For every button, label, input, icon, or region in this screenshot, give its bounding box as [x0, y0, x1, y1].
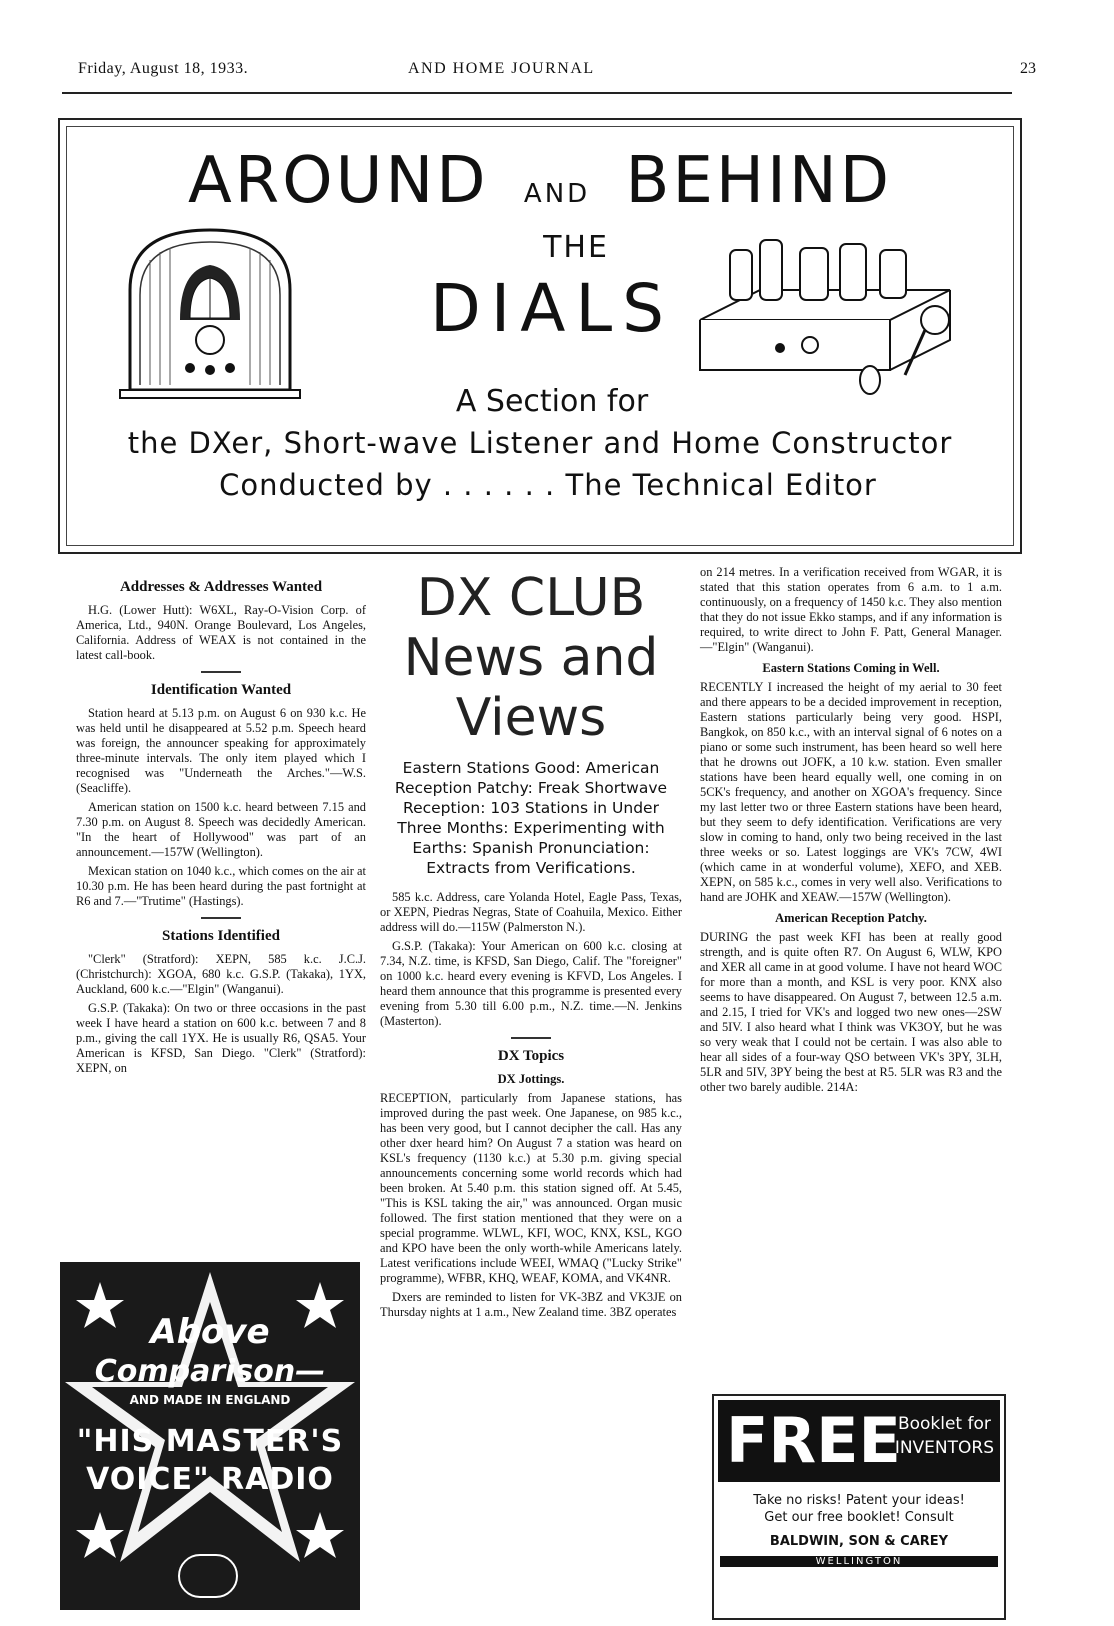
heading-dx-topics: DX Topics: [497, 1048, 565, 1064]
paragraph-addresses: H.G. (Lower Hutt): W6XL, Ray-O-Vision Corp. of America, Ltd., 940N. Orange Boulevard, Los Angeles, California. Address of WEAX is not contained in the latest call-book.: [76, 603, 366, 662]
section-divider: [511, 1037, 551, 1039]
radio-chassis-illustration: [690, 230, 970, 400]
hmv-line-comparison: Comparison—: [94, 1354, 326, 1389]
hmv-advertisement: [60, 1262, 360, 1610]
radio-cabinet-illustration: [110, 220, 310, 400]
banner-title: [60, 144, 1020, 218]
paragraph-identification-1: Station heard at 5.13 p.m. on August 6 on 930 k.c. He was held until he disappeared at 5.52 p.m. Speech heard was foreign, the announcer speaking for approximately three-minute intervals. The only item played which I recognised was "Underneath the Arches."—W.S. (Seacliffe).: [76, 706, 366, 795]
free-ad-header: [718, 1400, 1000, 1482]
banner-conducted-by: Conducted by . . . . . . The Technical Editor: [219, 468, 877, 502]
hmv-line-made-in-england: AND MADE IN ENGLAND: [129, 1393, 291, 1407]
paragraph-eastern-stations: RECENTLY I increased the height of my aerial to 30 feet and there appears to be a decided improvement in reception, Eastern stations particularly being very good. HSPI, Bangkok, on 850 k.c., with an interval signal of 6 notes on a piano or some such instrument, has been heard so well here that he drowns out JOFK, a 10 k.w. station. Even smaller stations have been heard equally well, one coming in on 5CK's frequency, and another on XGOA's frequency. Since my last letter two or three Eastern stations have been heard, but they seem to defy identification. Verifications are very slow in coming to hand, only two being received in the last three weeks or so. Latest loggings are VK's 7CW, 4WI (which came in at wonderful volume), XEFO, and XEB. XEPN, on 585 k.c., comes in very well also. Verifications to hand are JOHK and XEAW.—157W (Wellington).: [700, 680, 1002, 904]
heading-stations-identified: Stations Identified: [162, 928, 280, 944]
heading-identification-wanted: Identification Wanted: [150, 682, 292, 698]
free-ad-line-2: Get our free booklet! Consult: [764, 1510, 954, 1525]
publication-name: AND HOME JOURNAL: [408, 60, 595, 77]
paragraph-dxers-reminded: Dxers are reminded to listen for VK-3BZ and VK3JE on Thursday nights at 1 a.m., New Zealand time. 3BZ operates: [380, 1290, 682, 1319]
section-banner: [58, 118, 1022, 554]
heading-american-reception: American Reception Patchy.: [775, 911, 927, 925]
header-rule: [62, 92, 1012, 94]
banner-dials: DIALS: [429, 270, 675, 347]
dx-club-title: [380, 568, 682, 748]
banner-the: THE: [543, 230, 609, 265]
paragraph-xepn-address: 585 k.c. Address, care Yolanda Hotel, Eagle Pass, Texas, or XEPN, Piedras Negras, State of Coahuila, Mexico. Either address will do.—115W (Palmerston N.).: [380, 890, 682, 934]
paragraph-identification-2: American station on 1500 k.c. heard between 7.15 and 7.30 p.m. on August 8. Speech was decidedly American. "In the heart of Hollywood" was part of an announcement.—157W (Wellington).: [76, 800, 366, 859]
page-number: 23: [1020, 60, 1036, 77]
paragraph-gsp-takaka: G.S.P. (Takaka): Your American on 600 k.c. closing at 7.34, N.Z. time, is KFSD, San Diego, Calif. The "foreigner" on 1000 k.c. heard every evening is KFVD, Los Angeles. I heard them announce that this programme is presented every evening from 5.30 till 6.00 p.m., N.Z. time.—N. Jenkins (Masterton).: [380, 939, 682, 1028]
dx-title-line-3: Views: [455, 688, 607, 748]
banner-word-and: AND: [523, 179, 591, 209]
hmv-dog-logo-icon: [178, 1554, 238, 1598]
banner-subtitle: the DXer, Short-wave Listener and Home Constructor: [127, 426, 953, 460]
column-right: [700, 565, 1002, 1099]
free-ad-line-1: Take no risks! Patent your ideas!: [753, 1493, 965, 1508]
paragraph-wgar-continued: on 214 metres. In a verification received from WGAR, it is stated that this station operates from 6 a.m. to 1 a.m. continuously, on a frequency of 1450 k.c. They also mention that they do not issue Ekko stamps, and if any information is required, to write direct to John F. Patt, General Manager.—"Elgin" (Wanganui).: [700, 565, 1002, 654]
column-middle: [380, 568, 682, 1324]
section-divider: [201, 917, 241, 919]
free-ad-body: [714, 1492, 1004, 1526]
free-ad-firm-name: BALDWIN, SON & CAREY: [769, 1534, 949, 1549]
heading-addresses: Addresses & Addresses Wanted: [119, 579, 323, 595]
paragraph-identified-1: "Clerk" (Stratford): XEPN, 585 k.c. J.C.J. (Christchurch): XGOA, 680 k.c. G.S.P. (Takaka), 1YX, Auckland, 600 k.c.—"Elgin" (Wanganui).: [76, 952, 366, 996]
banner-section-for: A Section for: [455, 384, 649, 419]
inventors-text: INVENTORS: [894, 1438, 994, 1458]
paragraph-american-reception: DURING the past week KFI has been at really good strength, and is quite often R7. On August 6, WLW, KPO and XER all came in at good volume. I have not heard WOC for more than a month, and KSL is very poor. KNX also seems to have disappeared. On August 7, between 12.5 a.m. and 2.15, I tried for VK's and logged two new ones—2SW and 5IV. I also heard what I think was VK3OY, but he was so very weak that I could not be certain. I was also able to hear all sides of a four-way QSO between VK's 3PY, 3LH, 5LR and 5IV, 3PY being the best at R5. 5LR was R3 and the other two barely audible. 214A:: [700, 930, 1002, 1094]
banner-word-behind: BEHIND: [625, 144, 893, 218]
free-word: FREE: [726, 1404, 901, 1477]
hmv-line-above: Above: [150, 1312, 270, 1352]
free-ad-city: WELLINGTON: [720, 1556, 998, 1567]
dx-title-line-2: News and: [403, 628, 659, 688]
free-ad-booklet-label: [895, 1412, 994, 1460]
hmv-line-his-masters: "HIS MASTER'S: [76, 1424, 344, 1459]
dx-club-subtitle: Eastern Stations Good: American Reception Patchy: Freak Shortwave Reception: 103 Stations in Under Three Months: Experimenting with Earths: Spanish Pronunciation: Extracts from Verifications.: [394, 759, 668, 877]
booklet-for-text: Booklet for: [897, 1414, 991, 1434]
banner-word-around: AROUND: [187, 144, 489, 218]
paragraph-identification-3: Mexican station on 1040 k.c., which comes on the air at 10.30 p.m. He has been heard during the past fortnight at R6 and 7.—"Trutime" (Hastings).: [76, 864, 366, 908]
column-left: [76, 570, 366, 1080]
paragraph-dx-jottings: RECEPTION, particularly from Japanese stations, has improved during the past week. One Japanese, on 985 k.c., has been very good, but I cannot decipher the call. Has any other dxer heard him? On August 7 a station was heard on KSL's frequency (1130 k.c.) at 5.30 p.m. giving special announcements concerning some world records which had been broken. At 5.40 p.m. this station signed off. At 5.45, "This is KSL taking the air," was announced. Organ music followed. The first station mentioned that they were on a special programme. WLWL, KFI, WOC, KNX, KSL, KGO and KPO have been the only worth-while Americans lately. Latest verifications include WEEI, WMAQ ("Lucky Strike" programme), WFBR, KHQ, WEAF, KOMA, and VK4NR.: [380, 1091, 682, 1285]
heading-dx-jottings: DX Jottings.: [497, 1072, 565, 1086]
issue-date: Friday, August 18, 1933.: [78, 60, 249, 77]
section-divider: [201, 671, 241, 673]
heading-eastern-stations: Eastern Stations Coming in Well.: [762, 661, 940, 675]
free-booklet-advertisement: [712, 1394, 1006, 1620]
page-header: [78, 56, 1036, 80]
paragraph-identified-2: G.S.P. (Takaka): On two or three occasions in the past week I have heard a station on 600 k.c. between 7 and 8 p.m., giving the call 1YX. He is usually R6, QSA5. Your American is KFSD, San Diego. "Clerk" (Stratford): XEPN, on: [76, 1001, 366, 1075]
hmv-line-voice-radio: VOICE" RADIO: [86, 1462, 334, 1497]
dx-title-line-1: DX CLUB: [416, 568, 646, 628]
